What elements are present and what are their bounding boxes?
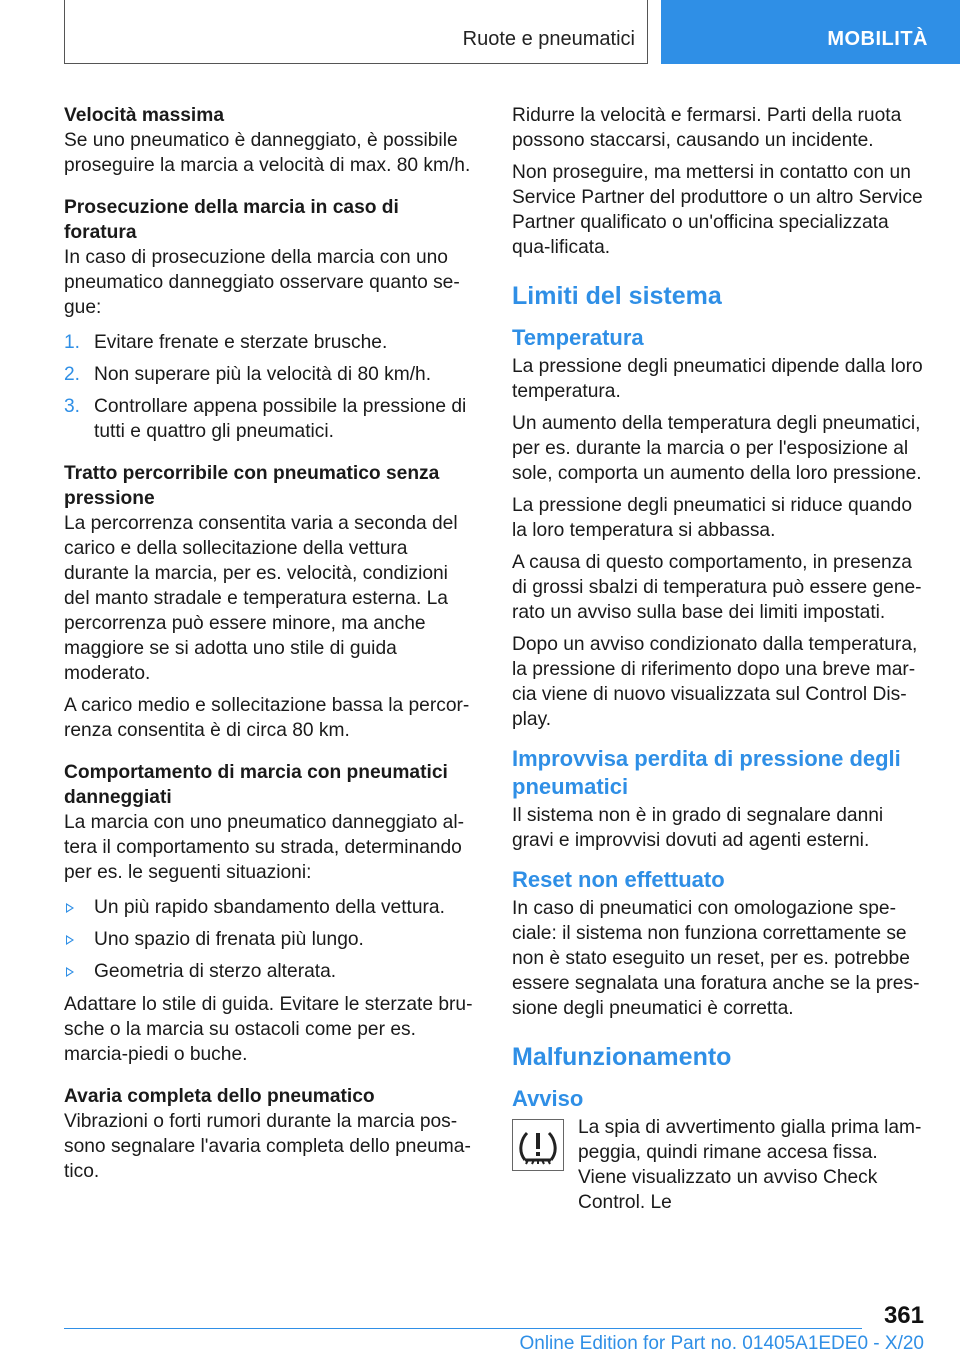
triangle-bullet-icon bbox=[66, 935, 74, 945]
step-number: 3. bbox=[64, 396, 81, 417]
footer-edition: Online Edition for Part no. 01405A1EDE0 - X/20 bbox=[519, 1333, 924, 1354]
paragraph-temp-4: A causa di questo comportamento, in presenza di grossi sbalzi di temperatura può essere gene-rato un avviso sulla base dei limiti impostati. bbox=[512, 552, 922, 623]
heading-flat-continue: Prosecuzione della marcia in caso di foratura bbox=[64, 197, 399, 243]
paragraph-temp-3: La pressione degli pneumatici si riduce quando la loro temperatura si abbassa. bbox=[512, 495, 912, 541]
heading-reset: Reset non effettuato bbox=[512, 867, 725, 892]
bullet-item bbox=[64, 895, 476, 920]
paragraph-flat-continue: In caso di prosecuzione della marcia con uno pneumatico danneggiato osservare quanto se-gue: bbox=[64, 247, 460, 318]
header-section-box bbox=[64, 0, 648, 64]
step-item bbox=[64, 362, 476, 387]
bullet-item bbox=[64, 959, 476, 984]
right-column bbox=[512, 103, 926, 1222]
step-text: Non superare più la velocità di 80 km/h. bbox=[94, 364, 432, 385]
step-item bbox=[64, 394, 476, 444]
paragraph-reset: In caso di pneumatici con omologazione spe-ciale: il sistema non funziona correttamente se non è stato eseguito un reset, per es. potrebbe essere segnalata una foratura anche se la pres-sione degli pneumatici è corretta. bbox=[512, 898, 920, 1019]
header-section-title: Ruote e pneumatici bbox=[462, 28, 635, 50]
header-chapter-tab bbox=[661, 0, 960, 64]
bullet-text: Uno spazio di frenata più lungo. bbox=[94, 929, 364, 950]
bullet-text: Geometria di sterzo alterata. bbox=[94, 961, 337, 982]
paragraph-distance-1: La percorrenza consentita varia a seconda del carico e della sollecitazione della vettura durante la marcia, per es. velocità, condizioni del manto stradale e temperatura esterna. La percorrenza può essere minore, ma anche maggiore se si adotta uno stile di guida moderato. bbox=[64, 513, 458, 684]
step-number: 1. bbox=[64, 332, 81, 353]
heading-behaviour: Comportamento di marcia con pneumatici danneggiati bbox=[64, 762, 448, 808]
paragraph-behaviour: La marcia con uno pneumatico danneggiato al-tera il comportamento su strada, determinando per es. le seguenti situazioni: bbox=[64, 812, 465, 883]
paragraph-failure: Vibrazioni o forti rumori durante la marcia pos-sono segnalare l'avaria completa dello pneuma-tico. bbox=[64, 1111, 471, 1182]
step-text: Evitare frenate e sterzate brusche. bbox=[94, 332, 388, 353]
left-column bbox=[64, 103, 476, 1191]
paragraph-distance-2: A carico medio e sollecitazione bassa la percor-renza consentita è di circa 80 km. bbox=[64, 695, 470, 741]
steps-list bbox=[64, 330, 476, 444]
page-number: 361 bbox=[883, 1302, 924, 1329]
bullet-item bbox=[64, 927, 476, 952]
bullet-list bbox=[64, 895, 476, 984]
triangle-bullet-icon bbox=[66, 967, 74, 977]
heading-distance: Tratto percorribile con pneumatico senza pressione bbox=[64, 463, 440, 509]
triangle-bullet-icon bbox=[66, 903, 74, 913]
paragraph-warning: La spia di avvertimento gialla prima lam-peggia, quindi rimane accesa fissa. Viene visualizzato un avviso Check Control. Le bbox=[578, 1117, 922, 1213]
paragraph-temp-5: Dopo un avviso condizionato dalla temperatura, la pressione di riferimento dopo una breve mar-cia viene di nuovo visualizzata sul Control Dis-play. bbox=[512, 634, 918, 730]
heading-malfunction: Malfunzionamento bbox=[512, 1043, 732, 1071]
paragraph-max-speed: Se uno pneumatico è danneggiato, è possibile proseguire la marcia a velocità di max. 80 km/h. bbox=[64, 130, 471, 176]
bullet-text: Un più rapido sbandamento della vettura. bbox=[94, 897, 445, 918]
paragraph-sudden-loss: Il sistema non è in grado di segnalare danni gravi e improvvisi dovuti ad agenti esterni. bbox=[512, 805, 884, 851]
heading-failure: Avaria completa dello pneumatico bbox=[64, 1086, 375, 1107]
step-text: Controllare appena possibile la pressione di tutti e quattro gli pneumatici. bbox=[94, 396, 467, 442]
paragraph-reduce-speed: Ridurre la velocità e fermarsi. Parti della ruota possono staccarsi, causando un incidente. bbox=[512, 105, 902, 151]
heading-sudden-loss: Improvvisa perdita di pressione degli pneumatici bbox=[512, 746, 901, 799]
step-number: 2. bbox=[64, 364, 81, 385]
heading-system-limits: Limiti del sistema bbox=[512, 282, 722, 310]
warning-block bbox=[512, 1115, 926, 1215]
tire-pressure-warning-icon bbox=[512, 1119, 564, 1171]
step-item bbox=[64, 330, 476, 355]
paragraph-temp-1: La pressione degli pneumatici dipende dalla loro temperatura. bbox=[512, 356, 923, 402]
paragraph-temp-2: Un aumento della temperatura degli pneumatici, per es. durante la marcia o per l'esposizione al sole, comporta un aumento della loro pressione. bbox=[512, 413, 922, 484]
header-chapter-title: MOBILITÀ bbox=[827, 28, 928, 50]
heading-warning: Avviso bbox=[512, 1086, 584, 1111]
heading-temperature: Temperatura bbox=[512, 325, 644, 350]
paragraph-adapt: Adattare lo stile di guida. Evitare le sterzate bru-sche o la marcia su ostacoli come per es. marcia-piedi o buche. bbox=[64, 994, 473, 1065]
paragraph-contact-service: Non proseguire, ma mettersi in contatto con un Service Partner del produttore o un altro Service Partner qualificato o un'officina specializzata qua-lificata. bbox=[512, 162, 923, 258]
heading-max-speed: Velocità massima bbox=[64, 105, 224, 126]
footer-divider bbox=[64, 1328, 862, 1329]
